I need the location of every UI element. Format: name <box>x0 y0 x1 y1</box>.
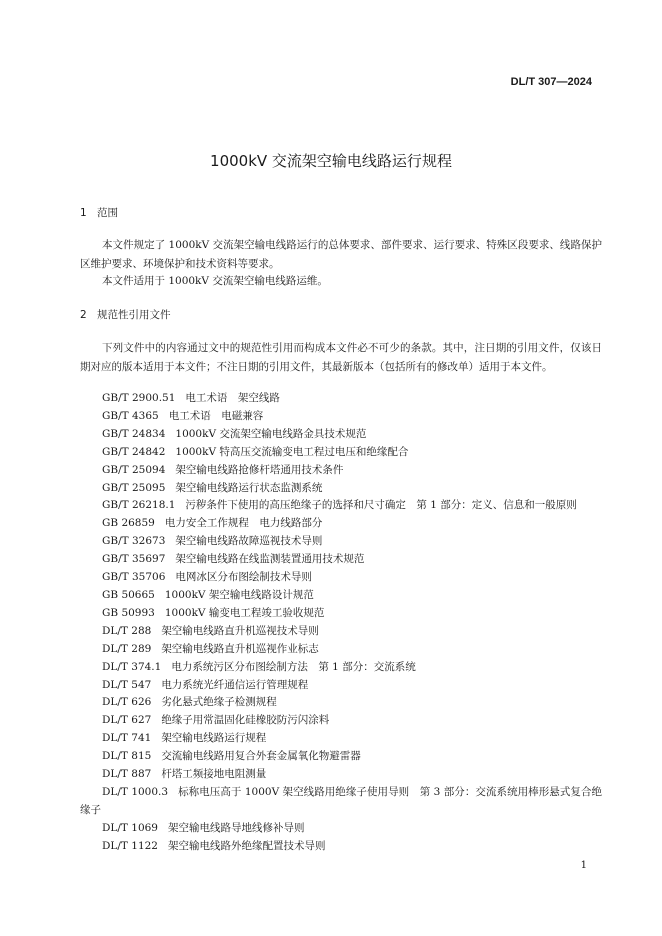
list-item <box>80 497 602 515</box>
reference-code: DL/T 1069 <box>102 821 158 834</box>
list-item <box>80 480 602 498</box>
list-item <box>80 551 602 569</box>
list-item <box>80 730 602 748</box>
list-item <box>80 766 602 784</box>
reference-code: DL/T 741 <box>102 732 152 745</box>
reference-title: 架空输电线路外绝缘配置技术导则 <box>168 839 326 852</box>
reference-title: 1000kV 特高压交流输变电工程过电压和绝缘配合 <box>175 445 409 458</box>
list-item <box>80 462 602 480</box>
reference-code: DL/T 289 <box>102 642 152 655</box>
reference-title: 电力安全工作规程 电力线路部分 <box>164 517 323 530</box>
reference-title: 架空输电线路直升机巡视作业标志 <box>161 642 319 655</box>
reference-code: GB/T 26218.1 <box>102 499 176 512</box>
list-item <box>80 677 602 695</box>
reference-code: GB 50993 <box>102 606 155 619</box>
reference-code: DL/T 1122 <box>102 839 158 852</box>
reference-code: DL/T 887 <box>102 768 152 781</box>
reference-code: GB/T 32673 <box>102 535 166 548</box>
list-item <box>80 641 602 659</box>
page-number: 1 <box>580 860 587 871</box>
section-title: 范围 <box>97 207 118 219</box>
reference-title: 污秽条件下使用的高压绝缘子的选择和尺寸确定 第 1 部分：定义、信息和一般原则 <box>185 499 577 512</box>
section-number: 1 <box>80 207 87 219</box>
reference-title: 架空输电线路运行规程 <box>161 732 267 745</box>
list-item <box>80 838 602 856</box>
list-item <box>80 390 602 408</box>
reference-code: DL/T 374.1 <box>102 660 162 673</box>
reference-code: GB/T 2900.51 <box>102 392 176 404</box>
list-item <box>80 569 602 587</box>
reference-title: 标称电压高于 1000V 架空线路用绝缘子使用导则 第 3 部分：交流系统用棒形悬式复合绝缘子 <box>80 785 602 816</box>
reference-title: 1000kV 交流架空输电线路金具技术规范 <box>175 427 367 440</box>
paragraph: 本文件规定了 1000kV 交流架空输电线路运行的总体要求、部件要求、运行要求、特殊区段要求、线路保护区维护要求、环境保护和技术资料等要求。 <box>80 239 602 270</box>
reference-title: 架空输电线路直升机巡视技术导则 <box>161 624 319 637</box>
reference-title: 电工术语 电磁兼容 <box>168 409 264 422</box>
paragraph: 本文件适用于 1000kV 交流架空输电线路运维。 <box>102 275 328 287</box>
section-heading-scope <box>80 205 118 220</box>
reference-title: 电网冰区分布图绘制技术导则 <box>175 571 312 584</box>
reference-code: DL/T 815 <box>102 750 152 763</box>
list-item <box>80 426 602 444</box>
reference-title: 劣化悬式绝缘子检测规程 <box>161 696 277 709</box>
paragraph: 下列文件中的内容通过文中的规范性引用而构成本文件必不可少的条款。其中，注日期的引用文件，仅该日期对应的版本适用于本文件；不注日期的引用文件，其最新版本（包括所有的修改单）适用于本文件。 <box>80 342 602 373</box>
reference-code: GB/T 4365 <box>102 409 159 422</box>
list-item <box>80 659 602 677</box>
reference-list <box>80 390 602 856</box>
list-item <box>80 748 602 766</box>
reference-code: GB 50665 <box>102 588 155 601</box>
section-heading-normative-references <box>80 307 171 322</box>
list-item <box>80 712 602 730</box>
reference-title: 1000kV 输变电工程竣工验收规范 <box>164 606 325 619</box>
list-item <box>80 605 602 623</box>
reference-title: 架空输电线路故障巡视技术导则 <box>175 535 323 548</box>
reference-title: 架空输电线路在线监测装置通用技术规范 <box>175 553 365 566</box>
reference-code: DL/T 547 <box>102 678 152 691</box>
list-item <box>80 533 602 551</box>
reference-title: 1000kV 架空输电线路设计规范 <box>164 588 314 601</box>
reference-title: 架空输电线路导地线修补导则 <box>168 821 305 834</box>
list-item <box>80 784 602 820</box>
reference-code: GB/T 24834 <box>102 427 166 440</box>
list-item <box>80 444 602 462</box>
reference-title: 电工术语 架空线路 <box>185 392 280 404</box>
reference-code: DL/T 288 <box>102 624 152 637</box>
reference-title: 绝缘子用常温固化硅橡胶防污闪涂料 <box>161 714 330 727</box>
reference-code: GB/T 24842 <box>102 445 166 458</box>
reference-code: GB/T 25094 <box>102 463 166 476</box>
reference-code: DL/T 1000.3 <box>102 785 169 798</box>
reference-title: 杆塔工频接地电阻测量 <box>161 768 267 781</box>
list-item <box>80 623 602 641</box>
reference-code: GB/T 25095 <box>102 481 166 494</box>
reference-title: 交流输电线路用复合外套金属氧化物避雷器 <box>161 750 361 763</box>
list-item <box>80 587 602 605</box>
reference-title: 电力系统污区分布图绘制方法 第 1 部分：交流系统 <box>171 660 416 673</box>
reference-code: DL/T 626 <box>102 696 152 709</box>
reference-title: 电力系统光纤通信运行管理规程 <box>161 678 309 691</box>
document-number: DL/T 307—2024 <box>510 76 592 88</box>
document-title: 1000kV 交流架空输电线路运行规程 <box>210 152 452 170</box>
section-number: 2 <box>80 309 87 321</box>
reference-code: GB/T 35697 <box>102 553 166 566</box>
reference-code: DL/T 627 <box>102 714 152 727</box>
reference-title: 架空输电线路抢修杆塔通用技术条件 <box>175 463 344 476</box>
reference-title: 架空输电线路运行状态监测系统 <box>175 481 323 494</box>
section-title: 规范性引用文件 <box>97 309 171 321</box>
list-item <box>80 694 602 712</box>
list-item <box>80 820 602 838</box>
list-item <box>80 515 602 533</box>
reference-code: GB/T 35706 <box>102 571 166 584</box>
list-item <box>80 408 602 426</box>
reference-code: GB 26859 <box>102 517 155 530</box>
